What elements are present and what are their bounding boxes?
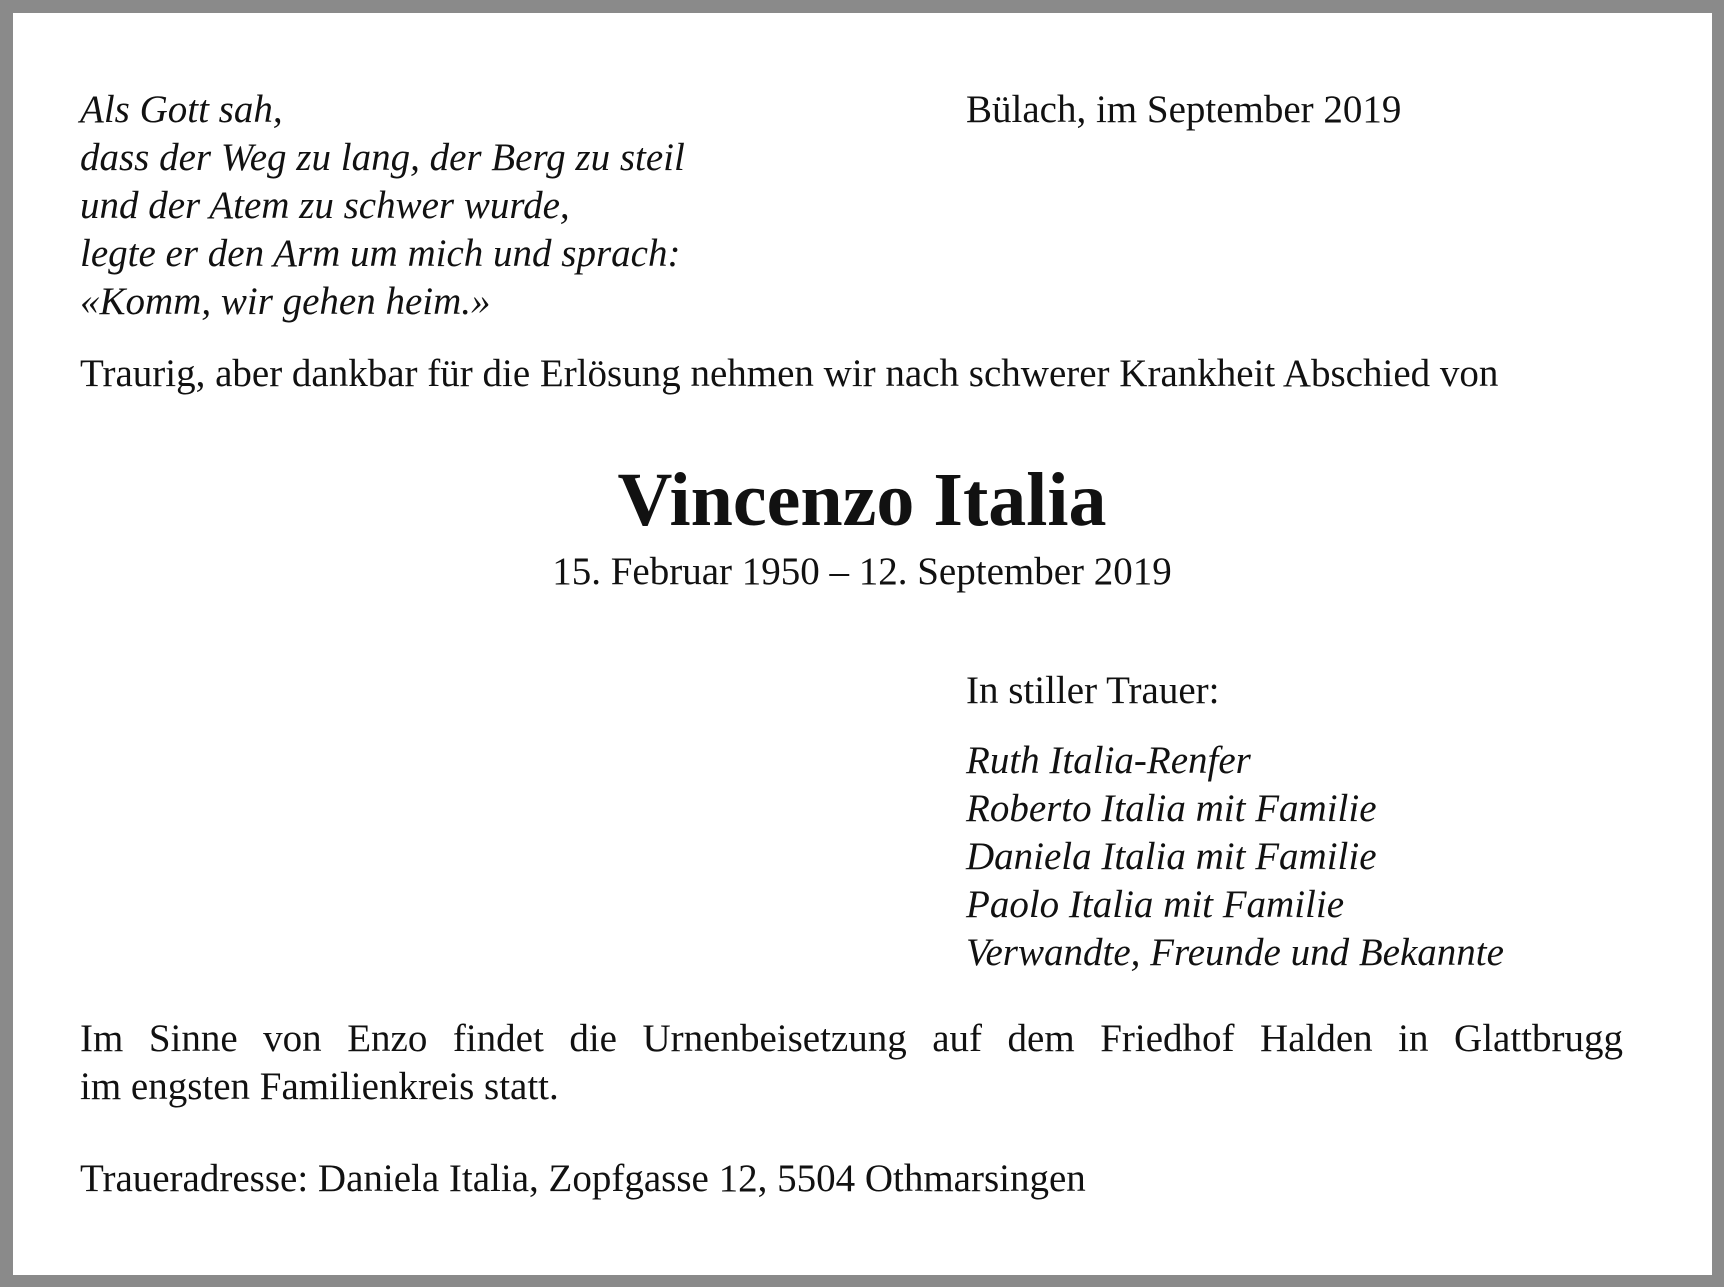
mourner-name: Paolo Italia mit Familie (966, 883, 1345, 926)
place-date: Bülach, im September 2019 (966, 88, 1402, 131)
mourner-name: Ruth Italia-Renfer (966, 739, 1251, 782)
deceased-name: Vincenzo Italia (617, 458, 1107, 542)
poem-line: dass der Weg zu lang, der Berg zu steil (80, 136, 685, 179)
mourning-heading: In stiller Trauer: (966, 669, 1220, 712)
poem-line: «Komm, wir gehen heim.» (80, 280, 491, 323)
life-dates: 15. Februar 1950 – 12. September 2019 (552, 550, 1172, 593)
poem-line: legte er den Arm um mich und sprach: (80, 232, 681, 275)
poem (80, 86, 685, 326)
burial-line: im engsten Familienkreis statt. (80, 1065, 559, 1108)
poem-line: und der Atem zu schwer wurde, (80, 184, 570, 227)
poem-line: Als Gott sah, (80, 88, 283, 131)
mourner-name: Daniela Italia mit Familie (966, 835, 1377, 878)
burial-notice (80, 1015, 1623, 1111)
mourners-list (966, 737, 1504, 977)
mourner-name: Verwandte, Freunde und Bekannte (966, 931, 1504, 974)
mourning-address: Traueradresse: Daniela Italia, Zopfgasse 12, 5504 Othmarsingen (80, 1157, 1086, 1200)
mourner-name: Roberto Italia mit Familie (966, 787, 1377, 830)
intro-text: Traurig, aber dankbar für die Erlösung nehmen wir nach schwerer Krankheit Abschied von (80, 352, 1499, 395)
burial-line: Im Sinne von Enzo findet die Urnenbeisetzung auf dem Friedhof Halden in Glattbrugg (80, 1017, 1623, 1060)
